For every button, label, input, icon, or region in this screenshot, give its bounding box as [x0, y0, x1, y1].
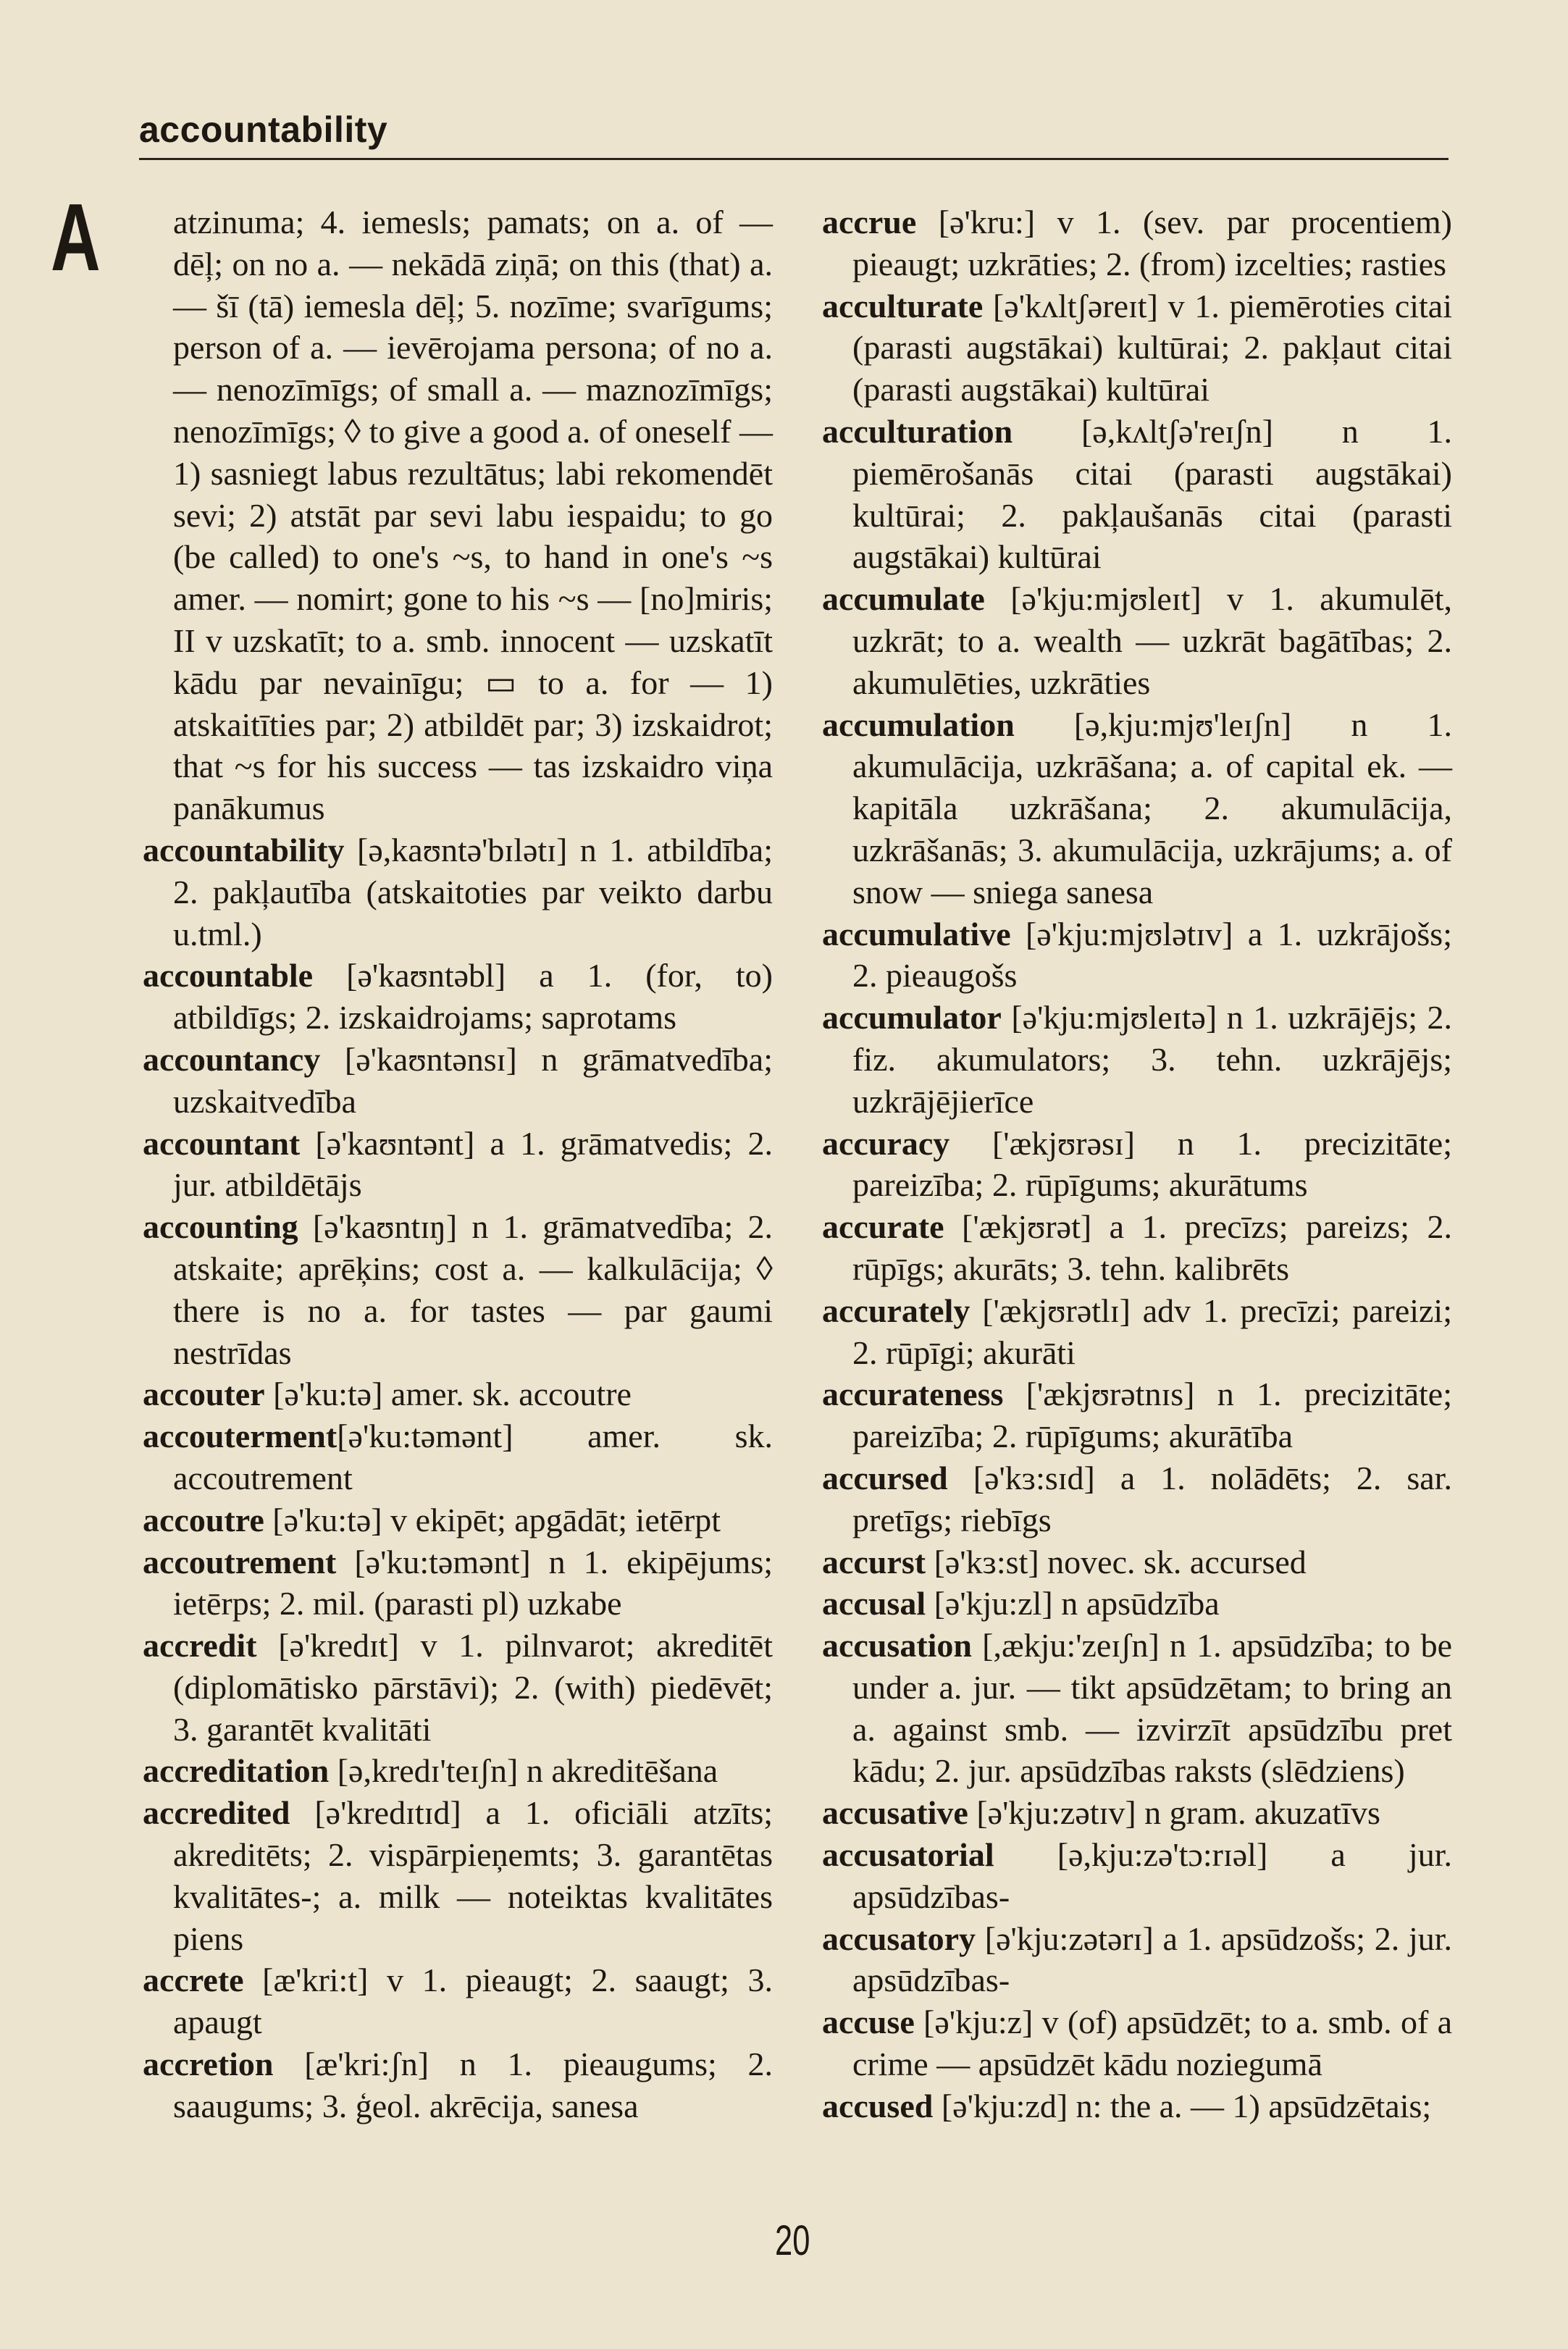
entry-definition: [ə'kaʊntənt] a 1. grāmatvedis; 2. jur. atbildētājs	[173, 1124, 773, 1204]
dictionary-entry	[143, 1541, 773, 1625]
entry-headword: acculturation	[822, 412, 1013, 450]
dictionary-entry	[143, 1373, 773, 1415]
entry-headword: accredited	[143, 1794, 290, 1832]
entry-definition: [ə'ku:tə] amer. sk. accoutre	[264, 1376, 632, 1413]
entry-headword: accurst	[822, 1543, 926, 1580]
entry-definition: ['ækjʊrət] a 1. precīzs; pareizs; 2. rūpīgs; akurāts; 3. tehn. kalibrēts	[852, 1208, 1452, 1287]
entry-definition: [æ'kri:ʃn] n 1. pieaugums; 2. saaugums; 3. ģeol. akrēcija, sanesa	[173, 2046, 773, 2124]
page-header-guideword: accountability	[139, 109, 388, 150]
dictionary-entry	[143, 1625, 773, 1750]
entry-definition: [ə'kju:zətərɪ] a 1. apsūdzošs; 2. jur. apsūdzības-	[852, 1919, 1452, 1999]
dictionary-entry	[822, 1373, 1452, 1457]
entry-definition: [ə,kredɪ'teɪʃn] n akreditēšana	[329, 1752, 718, 1790]
left-column	[143, 201, 773, 2127]
entry-definition: [ə'kɜ:sɪd] a 1. nolādēts; 2. sar. pretīgs; riebīgs	[852, 1459, 1452, 1538]
dictionary-entry	[822, 1457, 1452, 1541]
entry-headword: accused	[822, 2087, 934, 2124]
entry-headword: accouterment	[143, 1418, 338, 1455]
dictionary-entry	[143, 955, 773, 1039]
entry-definition: [ə'kaʊntɪŋ] n 1. grāmatvedība; 2. atskaite; aprēķins; cost a. — kalkulācija; ◊ there is no a. for tastes — par gaumi nestrīdas	[173, 1208, 773, 1371]
entry-headword: accountable	[143, 957, 314, 995]
entry-definition: [ə'kredɪt] v 1. pilnvarot; akreditēt (diplomātisko pārstāvi); 2. (with) piedēvēt; 3. garantēt kvalitāti	[173, 1627, 773, 1748]
dictionary-entry	[143, 1039, 773, 1123]
entry-headword: accusatorial	[822, 1836, 994, 1874]
header-rule	[139, 158, 1448, 160]
dictionary-entry	[822, 1918, 1452, 2002]
dictionary-entry	[822, 1583, 1452, 1625]
entry-definition: [ə'kɜ:st] novec. sk. accursed	[926, 1543, 1307, 1580]
dictionary-entry	[822, 1541, 1452, 1583]
entry-headword: accoutre	[143, 1501, 264, 1538]
dictionary-entry	[822, 1206, 1452, 1290]
dictionary-entry	[822, 201, 1452, 285]
entry-headword: accusation	[822, 1627, 972, 1665]
entry-headword: accumulate	[822, 580, 985, 618]
entry-headword: accredit	[143, 1627, 257, 1665]
entry-headword: accouter	[143, 1376, 265, 1413]
entry-headword: accuracy	[822, 1124, 950, 1162]
entry-definition: [ə'kju:zətɪv] n gram. akuzatīvs	[968, 1794, 1380, 1832]
dictionary-entry	[822, 997, 1452, 1122]
dictionary-entry	[143, 1123, 773, 1207]
entry-continuation	[143, 201, 773, 829]
entry-headword: accusal	[822, 1585, 926, 1622]
entry-headword: accurately	[822, 1291, 970, 1329]
entry-definition: [,ækju:'zeɪʃn] n 1. apsūdzība; to be under a. jur. — tikt apsūdzētam; to bring an a. against smb. — izvirzīt apsūdzību pret kādu; 2. jur. apsūdzības raksts (slēdziens)	[852, 1627, 1452, 1790]
entry-definition: atzinuma; 4. iemesls; pamats; on a. of — dēļ; on no a. — nekādā ziņā; on this (that) a. — šī (tā) iemesla dēļ; 5. nozīme; svarīgums; person of a. — ievērojama persona; of no a. — nenozīmīgs; of small a. — maznozīmīgs; nenozīmīgs; ◊ to give a good a. of oneself — 1) sasniegt labus rezultātus; labi rekomendēt sevi; 2) atstāt par sevi labu iespaidu; to go (be called) to one's ~s, to hand in one's ~s amer. — nomirt; gone to his ~s — [no]miris; II v uzskatīt; to a. smb. innocent — uzskatīt kādu par nevainīgu; ▭ to a. for — 1) atskaitīties par; 2) atbildēt par; 3) izskaidrot; that ~s for his success — tas izskaidro viņa panākumus	[173, 204, 773, 827]
entry-definition: [ə'kju:zl] n apsūdzība	[926, 1585, 1220, 1622]
dictionary-entry	[143, 1499, 773, 1541]
entry-definition: ['ækjʊrətlɪ] adv 1. precīzi; pareizi; 2. rūpīgi; akurāti	[852, 1291, 1452, 1371]
dictionary-entry	[143, 829, 773, 955]
dictionary-entry	[822, 411, 1452, 578]
entry-definition: [ə,kʌltʃə'reɪʃn] n 1. piemērošanās citai (parasti augstākai) kultūrai; 2. pakļaušanās citai (parasti augstākai) kultūrai	[852, 412, 1452, 576]
entry-headword: accuse	[822, 2003, 915, 2041]
entry-headword: accurateness	[822, 1376, 1004, 1413]
dictionary-entry	[143, 1792, 773, 1959]
entry-headword: accusative	[822, 1794, 968, 1832]
entry-definition: ['ækjʊrətnɪs] n 1. precizitāte; pareizība; 2. rūpīgums; akurātība	[852, 1376, 1452, 1455]
entry-headword: accreditation	[143, 1752, 330, 1790]
entry-definition: [ə'kju:mjʊleɪtə] n 1. uzkrājējs; 2. fiz. akumulators; 3. tehn. uzkrājējs; uzkrājējierīce	[852, 999, 1452, 1120]
entry-headword: accounting	[143, 1208, 298, 1246]
entry-headword: accusatory	[822, 1919, 976, 1957]
dictionary-entry	[822, 1834, 1452, 1918]
entry-definition: [ə'kaʊntənsɪ] n grāmatvedība; uzskaitvedība	[173, 1040, 773, 1120]
dictionary-entry	[822, 1625, 1452, 1792]
entry-headword: accrue	[822, 204, 917, 240]
dictionary-entry	[143, 1206, 773, 1373]
section-letter: A	[51, 184, 101, 290]
entry-definition: ['ækjʊrəsɪ] n 1. precizitāte; pareizība; 2. rūpīgums; akurātums	[852, 1124, 1452, 1204]
entry-definition: [ə'ku:təmənt] n 1. ekipējums; ietērps; 2. mil. (parasti pl) uzkabe	[173, 1543, 773, 1622]
entry-definition: [ə'kʌltʃəreɪt] v 1. piemēroties citai (parasti augstākai) kultūrai; 2. pakļaut citai (parasti augstākai) kultūrai	[852, 287, 1452, 409]
dictionary-entry	[822, 2085, 1452, 2127]
dictionary-entry	[143, 1750, 773, 1792]
entry-headword: accumulation	[822, 705, 1015, 743]
entry-headword: accumulator	[822, 999, 1002, 1037]
entry-definition: [ə'kju:z] v (of) apsūdzēt; to a. smb. of a crime — apsūdzēt kādu noziegumā	[852, 2003, 1452, 2083]
dictionary-entry	[822, 913, 1452, 997]
entry-definition: [ə,kaʊntə'bɪlətɪ] n 1. atbildība; 2. pakļautība (atskaitoties par veikto darbu u.tml.)	[173, 831, 773, 952]
page-number: 20	[775, 2217, 810, 2264]
entry-headword: accursed	[822, 1459, 948, 1496]
entry-definition: [æ'kri:t] v 1. pieaugt; 2. saaugt; 3. apaugt	[173, 1961, 773, 2041]
entry-headword: accountability	[143, 831, 345, 868]
dictionary-entry	[143, 2043, 773, 2127]
entry-headword: accoutrement	[143, 1543, 337, 1580]
entry-headword: accrete	[143, 1961, 244, 1999]
entry-definition: [ə'kju:mjʊleɪt] v 1. akumulēt, uzkrāt; to a. wealth — uzkrāt bagātības; 2. akumulēties, uzkrāties	[852, 580, 1452, 701]
right-column	[822, 201, 1452, 2127]
dictionary-entry	[143, 1415, 773, 1499]
entry-definition: [ə,kju:zə'tɔ:rɪəl] a jur. apsūdzības-	[852, 1836, 1452, 1915]
entry-headword: accretion	[143, 2046, 274, 2083]
entry-headword: accumulative	[822, 915, 1011, 952]
entry-headword: acculturate	[822, 287, 984, 324]
entry-headword: accountancy	[143, 1040, 321, 1078]
entry-definition: [ə'kredɪtɪd] a 1. oficiāli atzīts; akreditēts; 2. vispārpieņemts; 3. garantētas kvalitātes-; a. milk — noteiktas kvalitātes piens	[173, 1794, 773, 1957]
entry-definition: [ə'ku:təmənt] amer. sk. accoutrement	[173, 1418, 773, 1496]
dictionary-entry	[822, 1123, 1452, 1207]
entry-definition: [ə'kju:zd] n: the a. — 1) apsūdzētais;	[933, 2087, 1432, 2124]
dictionary-entry	[822, 285, 1452, 411]
entry-headword: accurate	[822, 1208, 944, 1246]
entry-definition: [ə'kju:mjʊlətɪv] a 1. uzkrājošs; 2. pieaugošs	[852, 915, 1452, 995]
entry-definition: [ə,kju:mjʊ'leɪʃn] n 1. akumulācija, uzkrāšana; a. of capital ek. — kapitāla uzkrāšana; 2. akumulācija, uzkrāšanās; 3. akumulācija, uzkrājums; a. of snow — sniega sanesa	[852, 705, 1452, 910]
dictionary-entry	[822, 1290, 1452, 1374]
entry-headword: accountant	[143, 1124, 301, 1162]
dictionary-entry	[822, 578, 1452, 703]
dictionary-entry	[143, 1959, 773, 2043]
entry-definition: [ə'kru:] v 1. (sev. par procentiem) pieaugt; uzkrāties; 2. (from) izcelties; rasties	[852, 204, 1452, 282]
entry-definition: [ə'ku:tə] v ekipēt; apgādāt; ietērpt	[264, 1501, 721, 1538]
entry-definition: [ə'kaʊntəbl] a 1. (for, to) atbildīgs; 2. izskaidrojams; saprotams	[173, 957, 773, 1037]
dictionary-entry	[822, 1792, 1452, 1834]
dictionary-entry	[822, 2001, 1452, 2085]
dictionary-entry	[822, 704, 1452, 913]
